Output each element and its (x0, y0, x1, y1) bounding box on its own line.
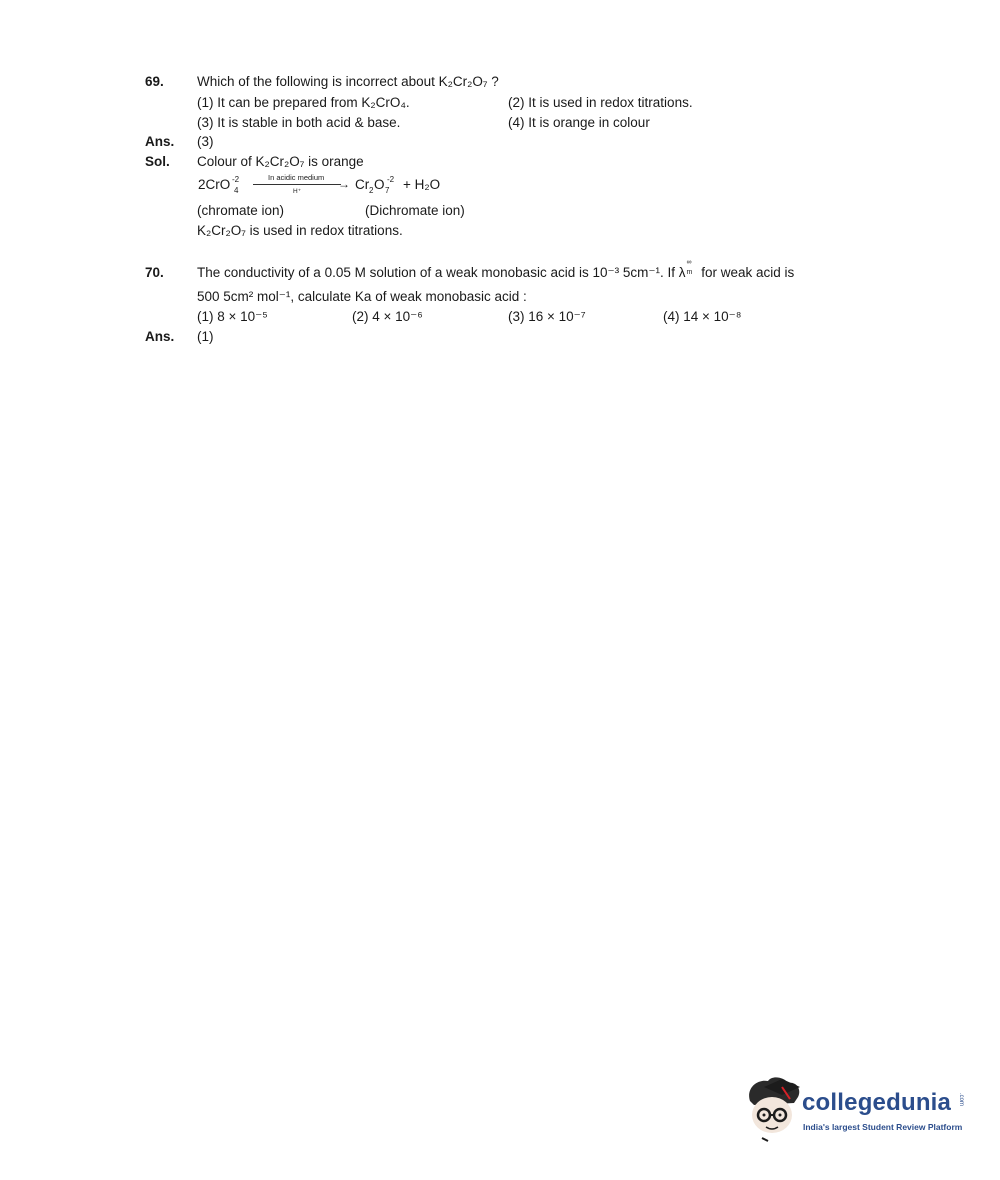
question-text-part: for weak acid is (701, 265, 795, 280)
question-text (197, 259, 795, 281)
solution-label: Sol. (145, 154, 170, 169)
equation-product: Cr (355, 177, 370, 192)
equation-product-o: O (374, 177, 385, 192)
answer-label: Ans. (145, 134, 175, 149)
question-number: 69. (145, 74, 164, 89)
equation-water: + H₂O (403, 177, 441, 192)
option-2: (2) It is used in redox titrations. (508, 95, 693, 110)
logo-tagline: India's largest Student Review Platform (803, 1122, 963, 1132)
answer-value: (1) (197, 329, 214, 344)
equation-product-charge: -2 (387, 175, 395, 184)
ion-label-dichromate: (Dichromate ion) (365, 203, 465, 218)
option-4: (4) It is orange in colour (508, 115, 650, 130)
equation-condition: In acidic medium (268, 173, 325, 182)
question-text: 500 5cm² mol⁻¹, calculate Ka of weak monobasic acid : (197, 289, 527, 304)
arrow-head-icon: → (338, 177, 350, 191)
equation-product-sub1: 2 (369, 186, 374, 195)
option-3: (3) It is stable in both acid & base. (197, 115, 401, 130)
option-4: (4) 14 × 10⁻⁸ (663, 309, 742, 324)
question-text-part: The conductivity of a 0.05 M solution of a weak monobasic acid is 10⁻³ 5cm⁻¹. If λ (197, 265, 686, 280)
answer-label: Ans. (145, 329, 175, 344)
equation-catalyst: H⁺ (293, 188, 302, 195)
option-3: (3) 16 × 10⁻⁷ (508, 309, 586, 324)
equation-reactant-charge: -2 (232, 175, 240, 184)
answer-value: (3) (197, 134, 214, 149)
logo-com: .com (958, 1093, 964, 1107)
question-text: Which of the following is incorrect about K₂Cr₂O₇ ? (197, 74, 499, 89)
equation-product-sub2: 7 (385, 186, 390, 195)
solution-line: Colour of K₂Cr₂O₇ is orange (197, 154, 364, 169)
lambda-superscript: ∞ (686, 259, 692, 266)
logo-wordmark: collegedunia (802, 1089, 952, 1116)
equation-reactant-subscript: 4 (234, 186, 239, 195)
option-1: (1) 8 × 10⁻⁵ (197, 309, 268, 324)
lambda-subscript: m (686, 269, 693, 276)
reaction-arrow (253, 184, 341, 185)
option-2: (2) 4 × 10⁻⁶ (352, 309, 423, 324)
ion-label-chromate: (chromate ion) (197, 203, 285, 218)
solution-line: K₂Cr₂O₇ is used in redox titrations. (197, 223, 403, 238)
question-number: 70. (145, 265, 164, 280)
option-1: (1) It can be prepared from K₂CrO₄. (197, 95, 410, 110)
equation-reactant: 2CrO (198, 177, 231, 192)
